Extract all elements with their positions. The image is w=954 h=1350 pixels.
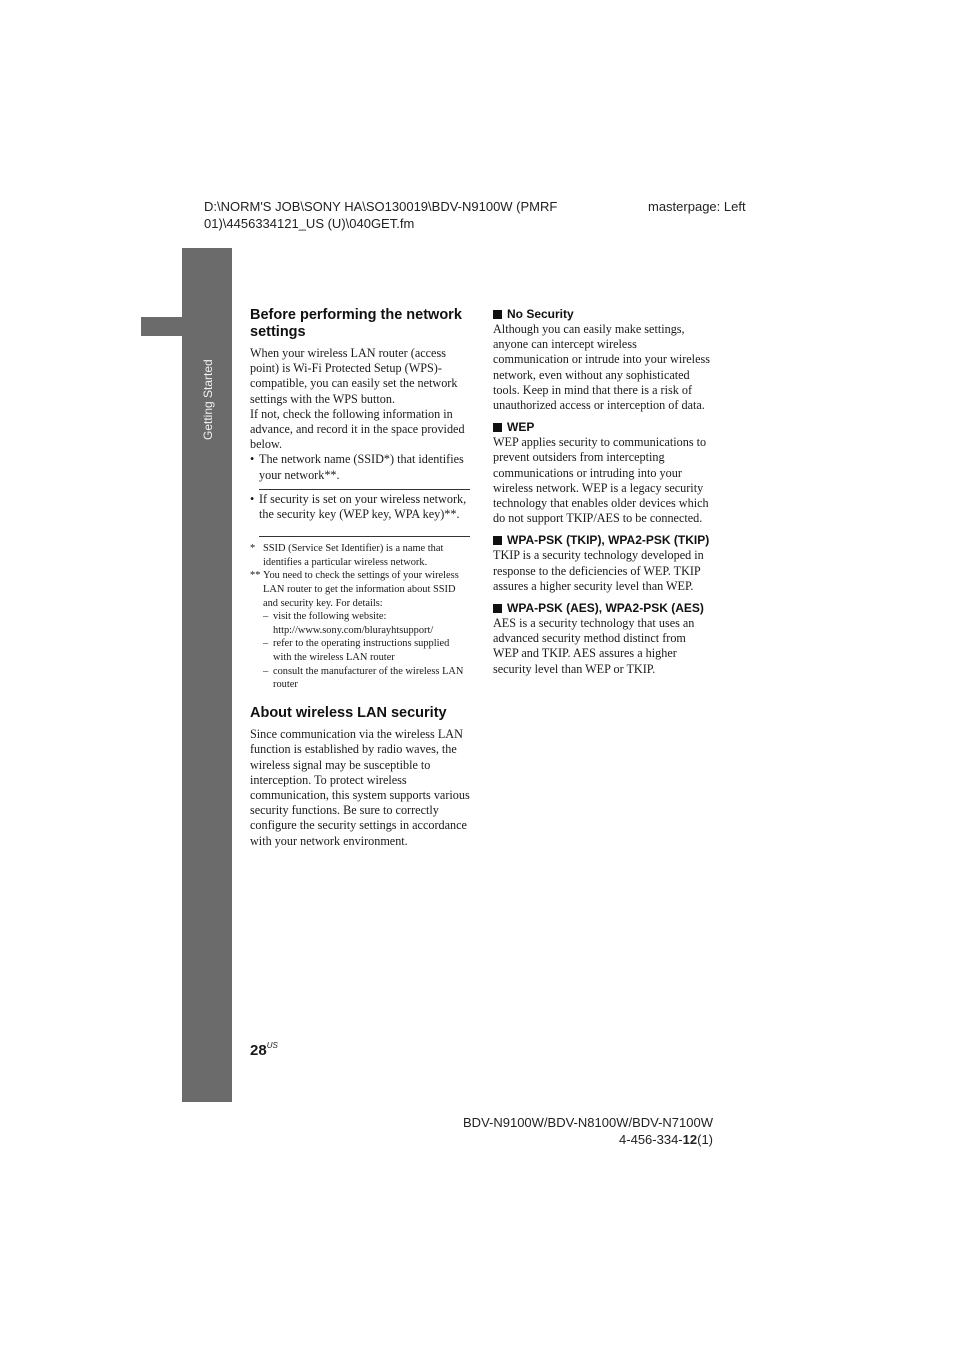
bullet-icon: • [250, 491, 255, 506]
heading-wireless-lan-security: About wireless LAN security [250, 704, 447, 721]
list-item-ssid [250, 452, 470, 482]
square-bullet-icon [493, 536, 502, 545]
footnotes [250, 542, 470, 692]
paragraph-check-info: If not, check the following information in advance, and record it in the space provided below. [250, 406, 465, 452]
list-item-text: The network name (SSID*) that identifies your network**. [259, 452, 464, 482]
heading-aes [493, 601, 713, 616]
footer-code-suffix: (1) [697, 1132, 713, 1147]
sub-item-manufacturer [250, 665, 470, 692]
page-number [250, 1041, 278, 1059]
footer-code [412, 1131, 713, 1148]
heading-before-network-settings: Before performing the network settings [250, 307, 462, 340]
dash-icon: – [263, 611, 269, 623]
sub-item-website [250, 610, 470, 637]
sub-item-instructions [250, 637, 470, 664]
heading-text: WEP [507, 420, 535, 435]
bullet-icon: • [250, 452, 255, 467]
sub-item-text: visit the following website: http://www.sony.com/blurayhtsupport/ [273, 611, 434, 636]
file-path-line2: 01)\4456334121_US (U)\040GET.fm [204, 216, 415, 231]
paragraph-wps: When your wireless LAN router (access point) is Wi-Fi Protected Setup (WPS)-compatible, you can easily set the network settings with the WPS button. [250, 346, 458, 406]
dash-icon: – [263, 665, 269, 677]
file-path [204, 198, 584, 232]
heading-text: WPA-PSK (TKIP), WPA2-PSK (TKIP) [507, 533, 710, 548]
square-bullet-icon [493, 423, 502, 432]
page-number-value: 28 [250, 1042, 267, 1059]
paragraph-no-security: Although you can easily make settings, anyone can intercept wireless communication or intrude into your wireless network, even without any sophisticated tools. Keep in mind that there is a risk of unauthorized access or interception of data. [493, 322, 710, 413]
footnote-ssid [250, 542, 470, 569]
file-path-line1: D:\NORM'S JOB\SONY HA\SO130019\BDV-N9100W (PMRF [204, 199, 558, 214]
paragraph-aes: AES is a security technology that uses an advanced security method distinct from WEP and TKIP. AES assures a higher security level than WEP or TKIP. [493, 616, 695, 676]
heading-tkip [493, 533, 713, 548]
heading-wep [493, 420, 713, 435]
sub-item-text: consult the manufacturer of the wireless LAN router [273, 665, 464, 691]
paragraph-security-intro: Since communication via the wireless LAN function is established by radio waves, the wireless signal may be susceptible to interception. To protect wireless communication, this system supports various security functions. Be sure to correctly configure the security settings in accordance with your network environment. [250, 727, 470, 848]
dash-icon: – [263, 638, 269, 650]
paragraph-tkip: TKIP is a security technology developed in response to the deficiencies of WEP. TKIP assures a higher security level than WEP. [493, 548, 704, 593]
footnote-mark: ** [250, 570, 261, 582]
section-label: Getting Started [201, 359, 215, 440]
footer-models: BDV-N9100W/BDV-N8100W/BDV-N7100W [463, 1115, 713, 1130]
page-number-suffix: US [266, 1041, 278, 1050]
heading-no-security [493, 307, 713, 322]
footer-code-bold: 12 [682, 1132, 698, 1147]
masterpage-label: masterpage: Left [648, 199, 746, 214]
footnote-text: SSID (Service Set Identifier) is a name that identifies a particular wireless network. [263, 543, 444, 568]
sub-item-text: refer to the operating instructions supplied with the wireless LAN router [273, 638, 450, 663]
side-tab-marker [141, 317, 182, 336]
heading-text: No Security [507, 307, 574, 321]
footnote-mark: * [250, 543, 256, 555]
footer-code-prefix: 4-456-334- [619, 1132, 683, 1147]
right-column [493, 307, 713, 677]
square-bullet-icon [493, 310, 502, 319]
footer-info [412, 1114, 713, 1148]
footnote-settings [250, 569, 470, 610]
square-bullet-icon [493, 604, 502, 613]
heading-text: WPA-PSK (AES), WPA2-PSK (AES) [507, 601, 704, 616]
paragraph-wep: WEP applies security to communications to prevent outsiders from intercepting communications or intruding into your wireless network. WEP is a legacy security technology that enables older devices which do not support TKIP/AES to be connected. [493, 435, 709, 526]
footnote-text: You need to check the settings of your wireless LAN router to get the information about SSID and security key. For details: [263, 570, 459, 609]
left-column [250, 307, 470, 849]
list-item-text: If security is set on your wireless network, the security key (WEP key, WPA key)**. [259, 491, 467, 522]
list-item-security-key [250, 492, 470, 522]
